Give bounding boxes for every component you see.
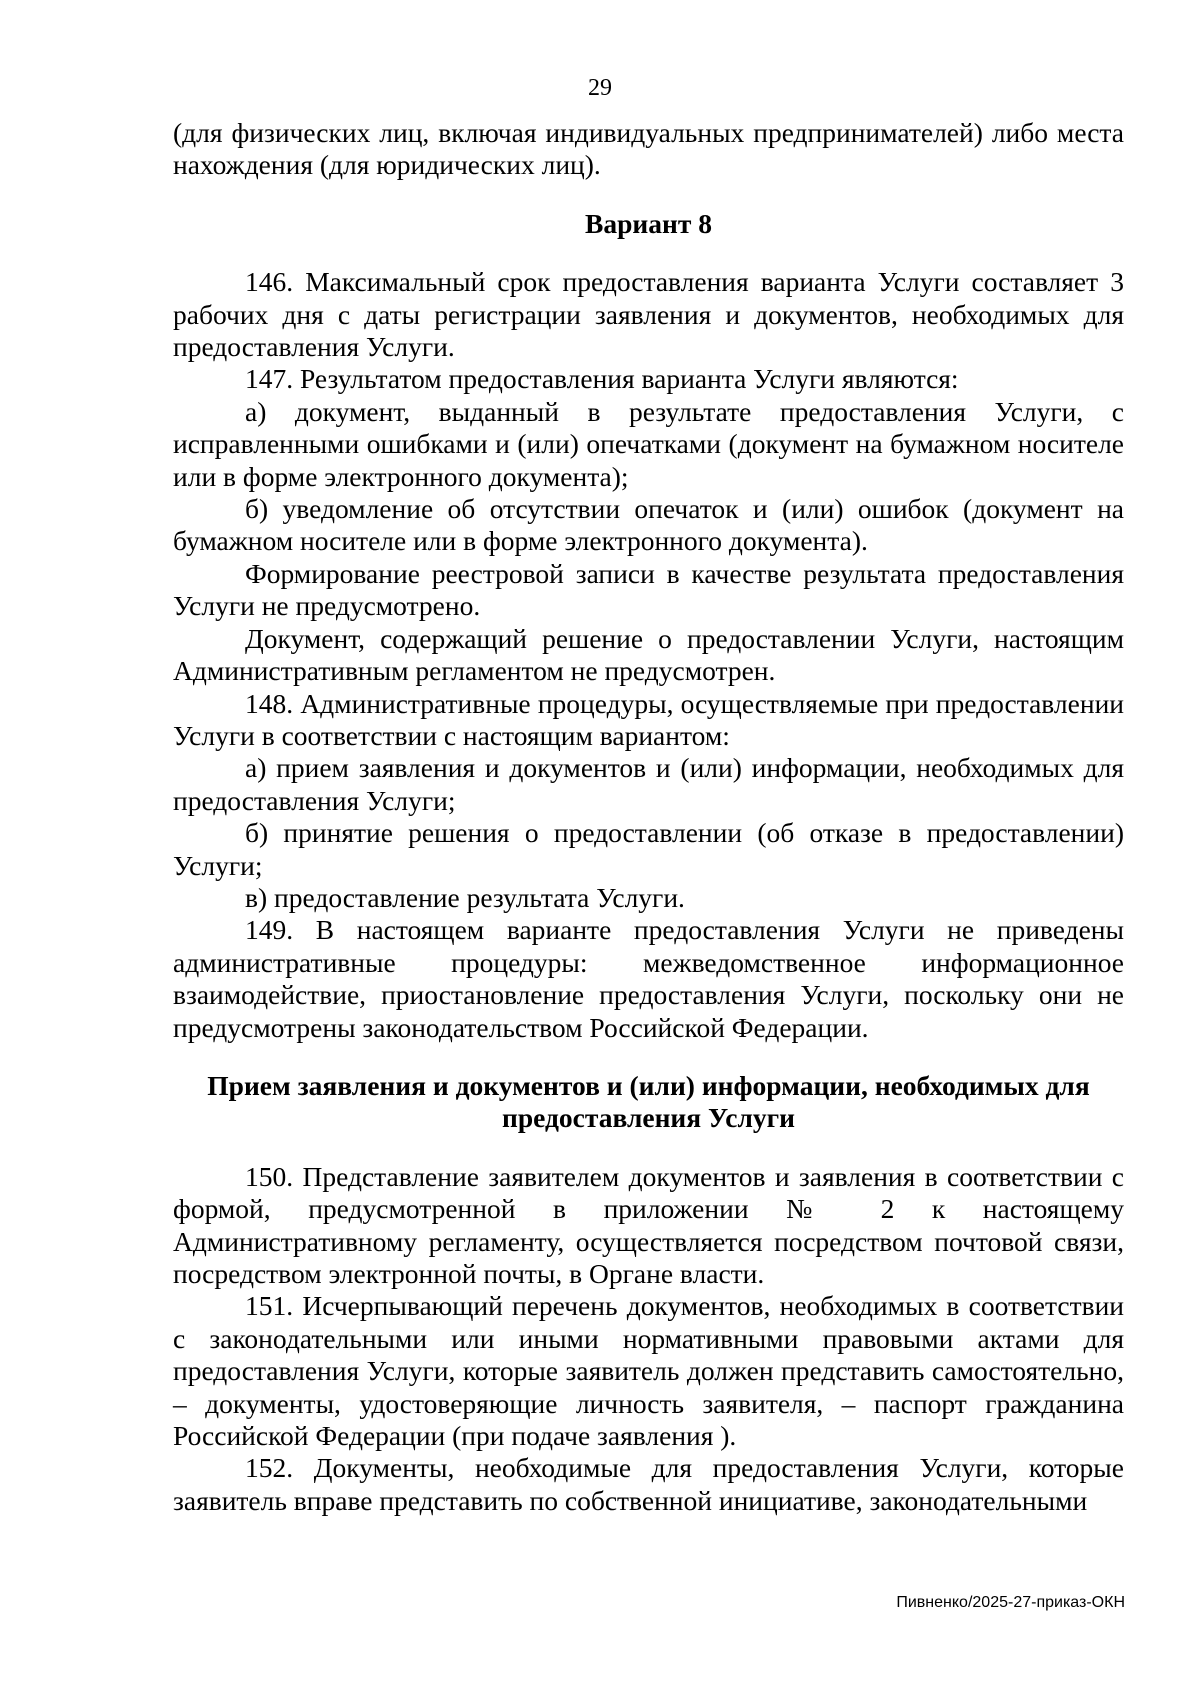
- paragraph-148-b: б) принятие решения о предоставлении (об отказе в предоставлении) Услуги;: [173, 817, 1124, 881]
- paragraph-152: 152. Документы, необходимые для предоставления Услуги, которые заявитель вправе представить по собственной инициативе, законодательными: [173, 1452, 1124, 1516]
- paragraph-continuation: (для физических лиц, включая индивидуальных предпринимателей) либо места нахождения (для юридических лиц).: [173, 117, 1124, 181]
- paragraph-147-registry: Формирование реестровой записи в качестве результата предоставления Услуги не предусмотрено.: [173, 557, 1124, 622]
- paragraph-148-a: а) прием заявления и документов и (или) информации, необходимых для предоставления Услуги;: [173, 752, 1124, 816]
- paragraph-147-b: б) уведомление об отсутствии опечаток и (или) ошибок (документ на бумажном носителе или в форме электронного документа).: [173, 493, 1124, 557]
- section-heading-variant-8: Вариант 8: [585, 207, 712, 239]
- paragraph-147-a: а) документ, выданный в результате предоставления Услуги, с исправленными ошибками и (или) опечатками (документ на бумажном носителе или в форме электронного документа);: [173, 395, 1124, 492]
- paragraph-147-decision-doc: Документ, содержащий решение о предоставлении Услуги, настоящим Административным регламентом не предусмотрен.: [173, 622, 1124, 687]
- paragraph-149: 149. В настоящем варианте предоставления Услуги не приведены административные процедуры: межведомственное информационное взаимодействие, приостановление предоставления Услуги, поскольку они не предусмотрены законодательством Российской Федерации.: [173, 914, 1124, 1043]
- page-number: 29: [588, 75, 612, 101]
- section-heading-application-intake: Прием заявления и документов и (или) информации, необходимых для предоставления Услуги: [207, 1069, 1090, 1134]
- paragraph-148: 148. Административные процедуры, осуществляемые при предоставлении Услуги в соответствии с настоящим вариантом:: [173, 687, 1124, 751]
- paragraph-150: 150. Представление заявителем документов и заявления в соответствии с формой, предусмотренной в приложении № 2 к настоящему Административному регламенту, осуществляется посредством почтовой связи, посредством электронной почты, в Органе власти.: [173, 1160, 1124, 1289]
- footer-document-code: Пивненко/2025-27-приказ-ОКН: [896, 1594, 1125, 1611]
- paragraph-148-c: в) предоставление результата Услуги.: [245, 881, 685, 913]
- document-body: [173, 117, 1124, 1517]
- paragraph-147: 147. Результатом предоставления варианта Услуги являются:: [245, 363, 959, 395]
- paragraph-146: 146. Максимальный срок предоставления варианта Услуги составляет 3 рабочих дня с даты регистрации заявления и документов, необходимых для предоставления Услуги.: [173, 266, 1124, 363]
- paragraph-151: 151. Исчерпывающий перечень документов, необходимых в соответствии с законодательными или иными нормативными правовыми актами для предоставления Услуги, которые заявитель должен представить самостоятельно, – документы, удостоверяющие личность заявителя, – паспорт гражданина Российской Федерации (при подаче заявления ).: [173, 1290, 1124, 1452]
